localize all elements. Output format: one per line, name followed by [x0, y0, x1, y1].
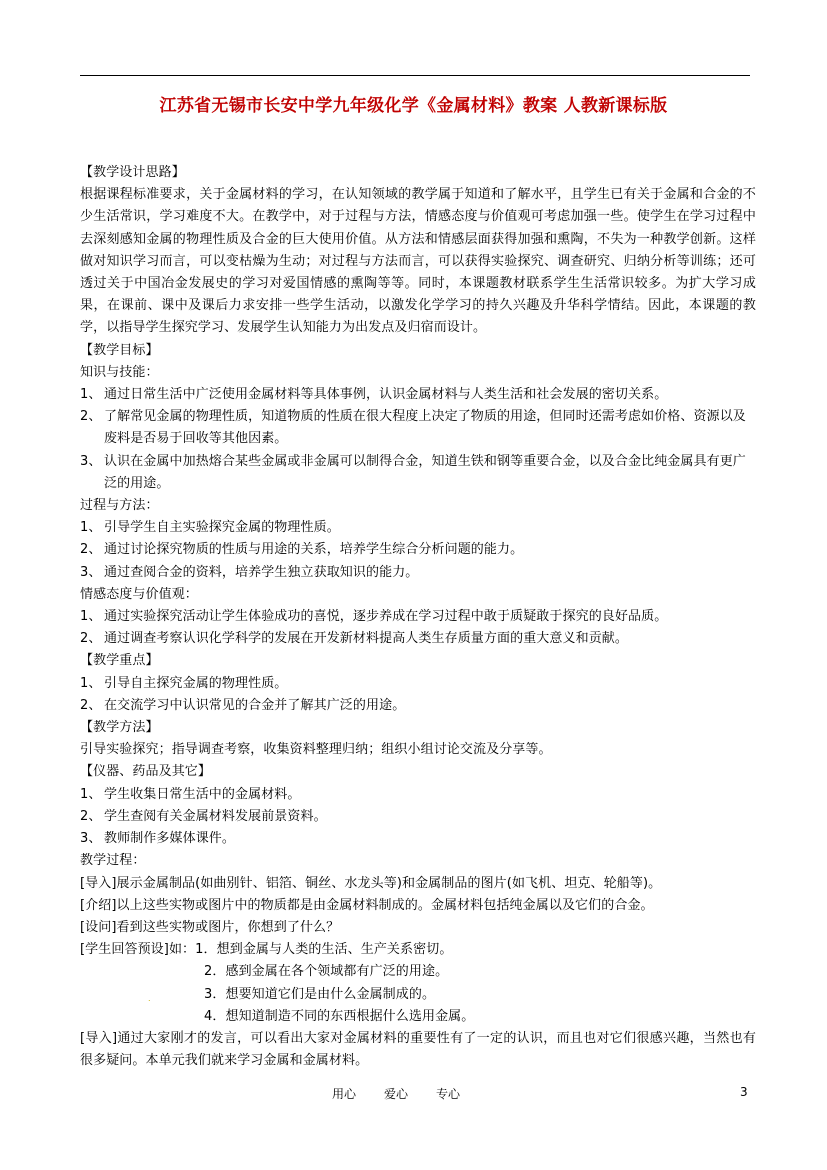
answer-line: 4．想知道制造不同的东西根据什么选用金属。 [204, 1008, 475, 1024]
intro2-line: [介绍]以上这些实物或图片中的物质都是由金属材料制成的。金属材料包括纯金属以及它们的合金。 [80, 897, 654, 913]
page-number: 3 [740, 1085, 748, 1099]
answer-line: 3．想要知道它们是由什么金属制成的。 [204, 986, 436, 1002]
knowledge-heading: 知识与技能： [80, 364, 159, 380]
stray-mark: . [148, 994, 151, 1003]
list-item: 1、 通过日常生活中广泛使用金属材料等具体事例，认识金属材料与人类生活和社会发展的密切关系。 [80, 387, 668, 403]
list-item: 1、 学生收集日常生活中的金属材料。 [80, 786, 301, 802]
goals-heading: 【教学目标】 [80, 342, 159, 358]
footer-motto: 用心 爱心 专心 [332, 1087, 461, 1101]
question-line: [设问]看到这些实物或图片，你想到了什么？ [80, 919, 340, 935]
list-item: 2、 了解常见金属的物理性质，知道物质的性质在很大程度上决定了物质的用途，但同时还需考虑如价格、资源以及废料是否易于回收等其他因素。 [80, 409, 746, 447]
list-item: 3、 通过查阅合金的资料，培养学生独立获取知识的能力。 [80, 564, 419, 580]
process-title: 教学过程： [80, 853, 146, 869]
design-paragraph: 根据课程标准要求，关于金属材料的学习，在认知领域的教学属于知道和了解水平，且学生已有关于金属和合金的不少生活常识，学习难度不大。在教学中，对于过程与方法，情感态度与价值观可考虑加强一些。使学生在学习过程中去深刻感知金属的物理性质及合金的巨大使用价值。从方法和情感层面获得加强和熏陶，不失为一种教学创新。这样做对知识学习而言，可以变枯燥为生动；对过程与方法而言，可以获得实验探究、调查研究、归纳分析等训练；还可透过关于中国冶金发展史的学习对爱国情感的熏陶等等。同时，本课题教材联系学生生活常识较多。为扩大学习成果，在课前、课中及课后力求安排一些学生活动，以激发化学学习的持久兴趣及升华科学情结。因此，本课题的教学，以指导学生探究学习、发展学生认知能力为出发点及归宿而设计。 [80, 187, 756, 336]
method-text: 引导实验探究；指导调查考察，收集资料整理归纳；组织小组讨论交流及分享等。 [80, 742, 552, 758]
intro-line: [导入]展示金属制品(如曲别针、铝箔、铜丝、水龙头等)和金属制品的图片(如飞机、坦克、轮船等)。 [80, 875, 662, 891]
closing-paragraph: [导入]通过大家刚才的发言，可以看出大家对金属材料的重要性有了一定的认识，而且也对它们很感兴趣，当然也有很多疑问。本单元我们就来学习金属和金属材料。 [80, 1030, 756, 1069]
list-item: 2、 在交流学习中认识常见的合金并了解其广泛的用途。 [80, 697, 406, 713]
document-title: 江苏省无锡市长安中学九年级化学《金属材料》教案 人教新课标版 [159, 96, 668, 116]
list-item: 3、 教师制作多媒体课件。 [80, 831, 236, 847]
list-item: 1、 引导学生自主实验探究金属的物理性质。 [80, 520, 340, 536]
answer-line: [学生回答预设]如：1．想到金属与人类的生活、生产关系密切。 [80, 942, 453, 958]
process-heading: 过程与方法： [80, 498, 159, 514]
design-heading: 【教学设计思路】 [80, 165, 185, 180]
document-body [80, 162, 756, 1072]
focus-heading: 【教学重点】 [80, 653, 159, 669]
list-item: 1、 引导自主探究金属的物理性质。 [80, 675, 288, 691]
list-item: 3、 认识在金属中加热熔合某些金属或非金属可以制得合金，知道生铁和钢等重要合金，以及合金比纯金属具有更广泛的用途。 [80, 453, 746, 491]
list-item: 2、 通过调查考察认识化学科学的发展在开发新材料提高人类生存质量方面的重大意义和贡献。 [80, 631, 629, 647]
answer-line: 2．感到金属在各个领域都有广泛的用途。 [204, 964, 449, 980]
method-heading: 【教学方法】 [80, 720, 159, 736]
list-item: 1、 通过实验探究活动让学生体验成功的喜悦，逐步养成在学习过程中敢于质疑敢于探究的良好品质。 [80, 609, 668, 625]
list-item: 2、 学生查阅有关金属材料发展前景资料。 [80, 808, 327, 824]
list-item: 2、 通过讨论探究物质的性质与用途的关系，培养学生综合分析问题的能力。 [80, 542, 524, 558]
emotion-heading: 情感态度与价值观： [80, 586, 198, 602]
header-rule [80, 75, 750, 76]
tools-heading: 【仪器、药品及其它】 [80, 764, 212, 780]
